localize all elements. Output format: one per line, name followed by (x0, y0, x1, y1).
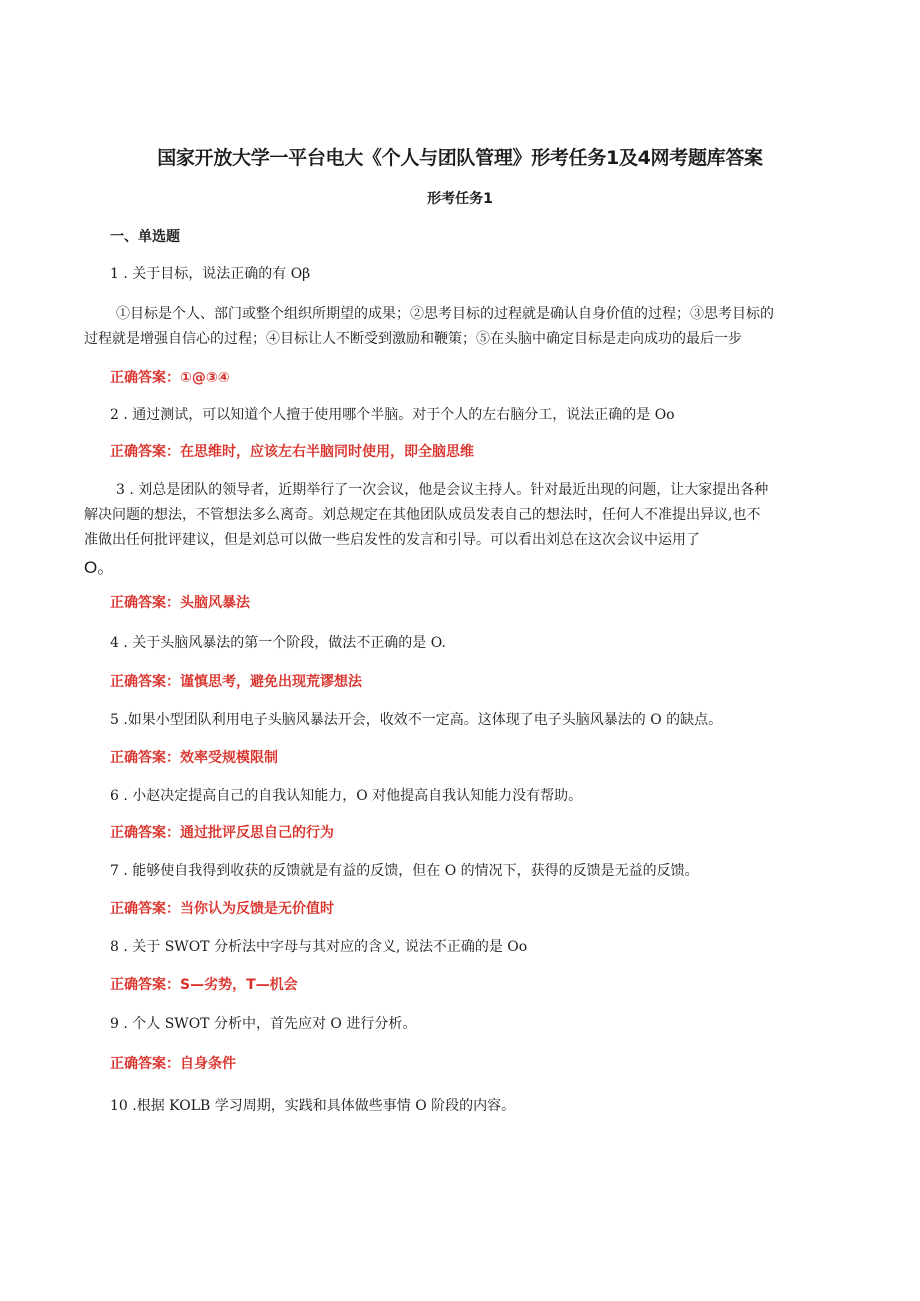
question-3-line-2: 解决问题的想法，不管想法多么离奇。刘总规定在其他团队成员发表自己的想法时，任何人不准提出异议,也不 (84, 507, 761, 523)
question-1-options-line-2: 过程就是增强自信心的过程；④目标让人不断受到激励和鞭策；⑤在头脑中确定目标是走向成功的最后一步 (84, 331, 742, 347)
question-8: 8 . 关于 SWOT 分析法中字母与其对应的含义, 说法不正确的是 Oo (110, 939, 528, 955)
answer-7: 正确答案：当你认为反馈是无价值时 (110, 901, 334, 917)
question-5: 5 .如果小型团队利用电子头脑风暴法开会，收效不一定高。这体现了电子头脑风暴法的 O 的缺点。 (110, 712, 723, 728)
question-6: 6 . 小赵决定提高自己的自我认知能力，O 对他提高自我认知能力没有帮助。 (110, 788, 583, 804)
answer-5: 正确答案：效率受规模限制 (110, 750, 278, 766)
question-3-line-1: 3 . 刘总是团队的领导者，近期举行了一次会议，他是会议主持人。针对最近出现的问题，让大家提出各种 (116, 482, 769, 498)
question-2: 2 . 通过测试，可以知道个人擅于使用哪个半脑。对于个人的左右脑分工，说法正确的是 Oo (110, 407, 675, 423)
question-1: 1 . 关于目标，说法正确的有 Oβ (110, 266, 311, 282)
answer-4: 正确答案：谨慎思考，避免出现荒谬想法 (110, 674, 362, 690)
question-3-line-4: O。 (84, 558, 115, 577)
answer-9: 正确答案：自身条件 (110, 1056, 236, 1072)
question-9: 9 . 个人 SWOT 分析中，首先应对 O 进行分析。 (110, 1016, 417, 1032)
answer-1: 正确答案：①@③④ (110, 370, 230, 386)
answer-3: 正确答案：头脑风暴法 (110, 595, 250, 611)
answer-6: 正确答案：通过批评反思自己的行为 (110, 825, 334, 841)
document-title: 国家开放大学一平台电大《个人与团队管理》形考任务1及4网考题库答案 (157, 147, 763, 169)
section-heading: 一、单选题 (110, 229, 180, 245)
question-7: 7 . 能够使自我得到收获的反馈就是有益的反馈，但在 O 的情况下，获得的反馈是无益的反馈。 (110, 863, 699, 879)
document-subtitle: 形考任务1 (427, 191, 493, 207)
question-3-line-3: 准做出任何批评建议，但是刘总可以做一些启发性的发言和引导。可以看出刘总在这次会议中运用了 (84, 532, 700, 548)
answer-8: 正确答案：S—劣势，T—机会 (110, 977, 298, 993)
answer-2: 正确答案：在思维时，应该左右半脑同时使用，即全脑思维 (110, 444, 474, 460)
question-1-options-line-1: ①目标是个人、部门或整个组织所期望的成果；②思考目标的过程就是确认自身价值的过程；③思考目标的 (116, 306, 774, 322)
question-4: 4 . 关于头脑风暴法的第一个阶段，做法不正确的是 O. (110, 635, 446, 651)
question-10: 10 .根据 KOLB 学习周期，实践和具体做些事情 O 阶段的内容。 (110, 1098, 516, 1114)
